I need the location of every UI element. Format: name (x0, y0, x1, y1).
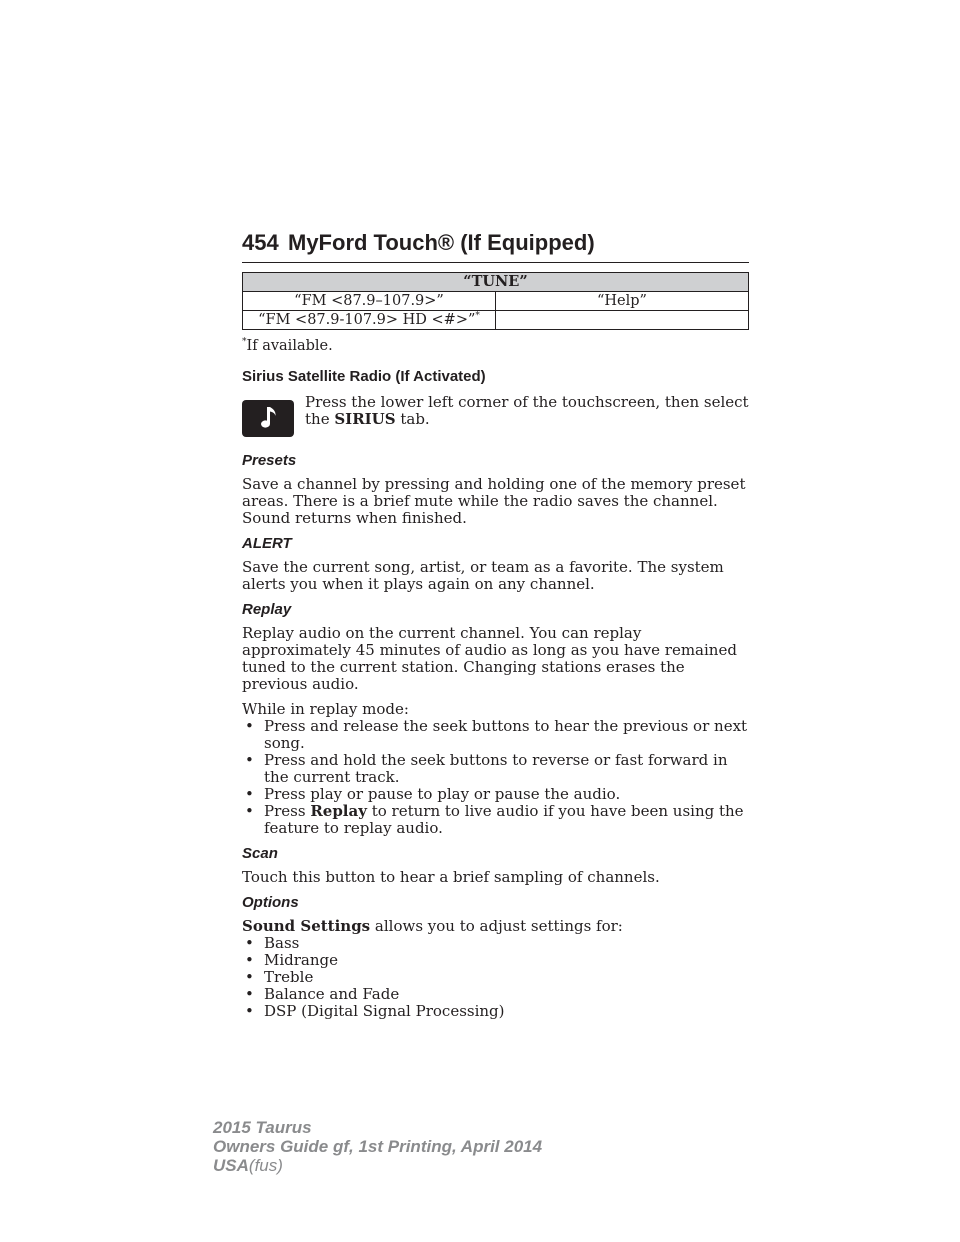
list-item: • Bass (242, 935, 752, 952)
footer-code: (fus) (248, 1156, 283, 1175)
list-item-text: Press (264, 802, 311, 820)
list-item: • Balance and Fade (242, 986, 752, 1003)
table-cell: “Help” (496, 292, 749, 311)
page-content (242, 368, 752, 1028)
list-item: • Press play or pause to play or pause the audio. (242, 786, 752, 803)
table-header: “TUNE” (243, 273, 749, 292)
presets-text: Save a channel by pressing and holding one of the memory preset areas. There is a brief mute while the radio saves the channel. Sound returns when finished. (242, 475, 746, 527)
scan-text: Touch this button to hear a brief sampling of channels. (242, 868, 660, 886)
chapter-title: MyFord Touch® (If Equipped) (288, 230, 595, 255)
replay-heading: Replay (242, 601, 292, 618)
options-text-part: allows you to adjust settings for: (370, 917, 623, 935)
list-item: • DSP (Digital Signal Processing) (242, 1003, 752, 1020)
list-item: • Treble (242, 969, 752, 986)
replay-button-label: Replay (310, 802, 367, 820)
list-item: • Press and release the seek buttons to hear the previous or next song. (242, 718, 752, 752)
list-item: • Press and hold the seek buttons to reverse or fast forward in the current track. (242, 752, 752, 786)
sound-settings-label: Sound Settings (242, 917, 371, 935)
sirius-instruction (242, 394, 752, 442)
table-cell (243, 311, 496, 330)
options-text (242, 918, 752, 935)
sirius-text (305, 394, 750, 428)
page-number: 454 (242, 230, 279, 255)
list-item-text: to return to live audio if you have been using the feature to replay audio. (264, 802, 744, 837)
scan-heading: Scan (242, 845, 278, 862)
replay-intro: While in replay mode: (242, 700, 409, 718)
alert-text: Save the current song, artist, or team as a favorite. The system alerts you when it plays again on any channel. (242, 558, 724, 593)
voice-command-table (242, 272, 749, 330)
footnote (242, 338, 333, 354)
footnote-marker: * (475, 311, 480, 322)
table-row (243, 292, 749, 311)
table-cell: “FM <87.9–107.9>” (243, 292, 496, 311)
footnote-text: If available. (246, 338, 333, 354)
list-item: • Midrange (242, 952, 752, 969)
page-header (242, 230, 749, 263)
sirius-text-part: Press the lower left corner of the touchscreen, then select the (305, 393, 749, 428)
footnote-mark: * (242, 337, 247, 348)
replay-text: Replay audio on the current channel. You can replay approximately 45 minutes of audio as long as you have remained tuned to the current station. Changing stations erases the previous audio. (242, 624, 737, 693)
footer-line: 2015 Taurus (213, 1118, 312, 1137)
options-heading: Options (242, 894, 299, 911)
page-footer (213, 1118, 542, 1175)
options-list (242, 935, 752, 1020)
footer-line: Owners Guide gf, 1st Printing, April 2014 (213, 1137, 543, 1156)
table-cell (496, 311, 749, 330)
music-note-icon (242, 400, 294, 437)
sirius-text-part: tab. (395, 410, 430, 428)
list-item (242, 803, 752, 837)
footer-line (213, 1156, 542, 1175)
alert-heading: ALERT (242, 535, 292, 552)
replay-list (242, 718, 752, 837)
table-cell-text: “FM <87.9-107.9> HD <#>” (258, 312, 476, 328)
table-row (243, 311, 749, 330)
presets-heading: Presets (242, 452, 297, 469)
footer-region: USA (213, 1156, 249, 1175)
sirius-tab-label: SIRIUS (334, 410, 396, 428)
sirius-heading: Sirius Satellite Radio (If Activated) (242, 368, 486, 385)
